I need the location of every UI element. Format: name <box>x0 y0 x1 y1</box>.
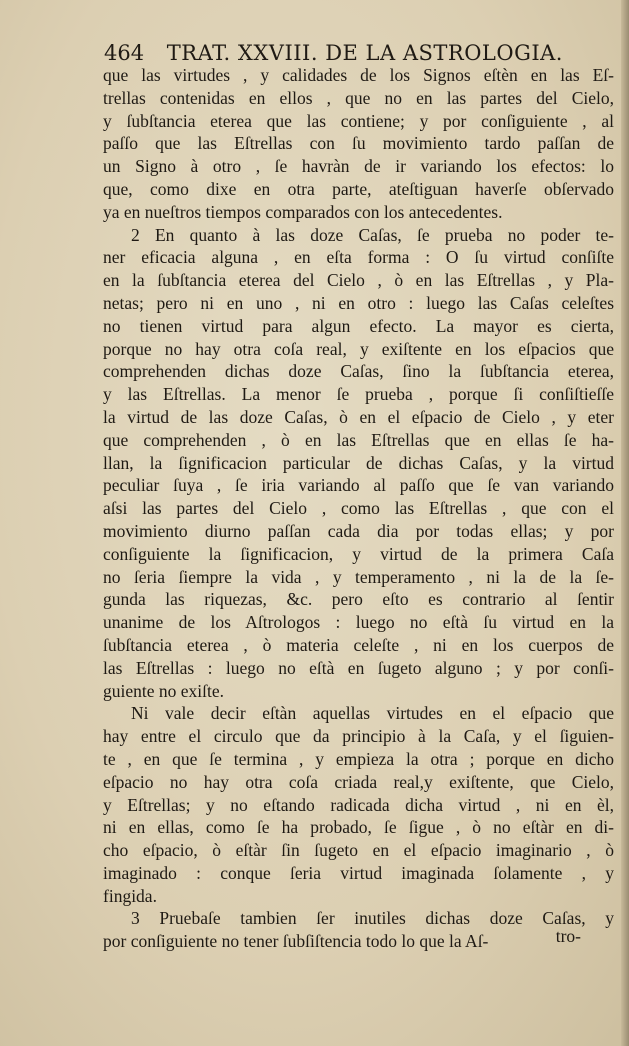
text-line: las Eſtrellas : luego no eſtà en ſugeto alguno ; y por conſi- <box>103 657 614 678</box>
text-line: ya en nueſtros tiempos comparados con los antecedentes. <box>103 201 503 222</box>
text-line: que, como dixe en otra parte, ateſtiguan haverſe obſervado <box>103 178 614 199</box>
text-line: imaginado : conque ſeria virtud imaginada ſolamente , y <box>103 862 614 883</box>
text-line: peculiar ſuya , ſe iria variando al paſſo que ſe van variando <box>103 475 614 496</box>
text-line: paſſo que las Eſtrellas con ſu movimiento tardo paſſan de <box>103 133 614 154</box>
text-line: trellas contenidas en ellos , que no en las partes del Cielo, <box>103 87 614 108</box>
text-line: la virtud de las doze Caſas, ò en el eſpacio de Cielo , y eter <box>103 406 614 427</box>
text-line: y ſubſtancia eterea que las contiene; y por conſiguiente , al <box>103 110 614 131</box>
text-line: porque no hay otra coſa real, y exiſtente en los eſpacios que <box>103 338 614 359</box>
text-line: unanime de los Aſtrologos : luego no eſtà ſu virtud en la <box>103 612 614 633</box>
text-line: conſiguiente la ſignificacion, y virtud de la primera Caſa <box>103 543 614 564</box>
text-line: netas; pero ni en uno , ni en otro : luego las Caſas celeſtes <box>103 292 614 313</box>
text-line: comprehenden dichas doze Caſas, ſino la ſubſtancia eterea, <box>103 361 614 382</box>
text-line: en la ſubſtancia eterea del Cielo , ò en las Eſtrellas , y Pla- <box>103 270 614 291</box>
text-line: aſsi las partes del Cielo , como las Eſtrellas , que con el <box>103 498 614 519</box>
text-line: gunda las riquezas, &c. pero eſto es contrario al ſentir <box>103 589 614 610</box>
text-line: hay entre el circulo que da principio à la Caſa, y el ſiguien- <box>103 726 614 747</box>
text-line: y Eſtrellas; y no eſtando radicada dicha virtud , ni en èl, <box>103 794 614 815</box>
catchword: tro- <box>555 926 581 946</box>
text-line: un Signo à otro , ſe havràn de ir variando los efectos: lo <box>103 156 614 177</box>
text-line: ni en ellas, como ſe ha probado, ſe ſigue , ò no eſtàr en di- <box>103 817 614 838</box>
running-title: TRAT. XXVIII. DE LA ASTROLOGIA. <box>166 41 563 65</box>
text-line: no tienen virtud para algun efecto. La mayor es cierta, <box>103 315 614 336</box>
text-line: guiente no exiſte. <box>103 680 225 701</box>
text-line: ſubſtancia eterea , ò materia celeſte , ni en los cuerpos de <box>103 634 614 655</box>
running-header <box>104 40 604 66</box>
text-line: 2 En quanto à las doze Caſas, ſe prueba no poder te- <box>131 224 614 245</box>
text-line: fingida. <box>103 885 157 906</box>
text-line: movimiento diurno paſſan cada dia por todas ellas; y por <box>103 520 614 541</box>
text-line: por conſiguiente no tener ſubſiſtencia todo lo que la Aſ- <box>103 931 489 952</box>
text-line: cho eſpacio, ò eſtàr ſin ſugeto en el eſpacio imaginario , ò <box>103 840 614 861</box>
text-line: Ni vale decir eſtàn aquellas virtudes en el eſpacio que <box>131 703 614 724</box>
text-line: que comprehenden , ò en las Eſtrellas que en ellas ſe ha- <box>103 429 614 450</box>
page-spine-edge <box>621 0 629 1046</box>
text-line: eſpacio no hay otra coſa criada real,y exiſtente, que Cielo, <box>103 771 614 792</box>
text-line: ner eficacia alguna , en eſta forma : O ſu virtud conſiſte <box>103 247 614 268</box>
text-line: que las virtudes , y calidades de los Signos eſtèn en las Eſ- <box>103 65 614 85</box>
text-line: no ſeria ſiempre la vida , y temperamento , ni la de la ſe- <box>103 566 614 587</box>
page-number: 464 <box>104 41 145 65</box>
text-line: llan, la ſignificacion particular de dichas Caſas, y la virtud <box>103 452 614 473</box>
text-line: 3 Pruebaſe tambien ſer inutiles dichas doze Caſas, y <box>131 908 614 929</box>
body-text <box>103 64 614 953</box>
text-line: y las Eſtrellas. La menor ſe prueba , porque ſi conſiſtieſſe <box>103 384 614 405</box>
text-line: te , en que ſe termina , y empieza la otra ; porque en dicho <box>103 748 614 769</box>
